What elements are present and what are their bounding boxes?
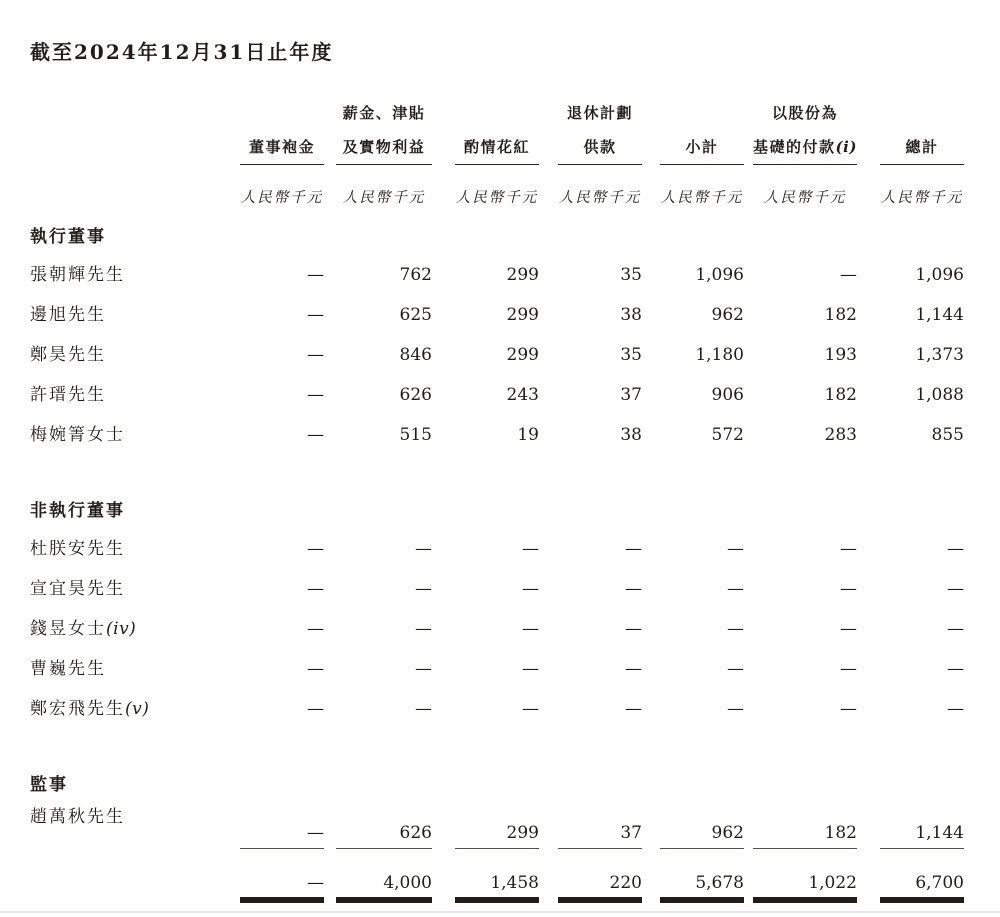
value-text: — xyxy=(840,579,857,599)
value-text: — xyxy=(727,659,744,679)
total-value-cell xyxy=(432,849,539,903)
value-text: — xyxy=(947,659,964,679)
value-cell xyxy=(432,567,539,607)
value-cell xyxy=(432,647,539,687)
double-rule xyxy=(880,897,964,903)
value-text: — xyxy=(415,539,432,559)
value-text: 37 xyxy=(620,385,642,405)
value-cell xyxy=(642,253,744,293)
section-heading: 監事 xyxy=(30,775,68,795)
value-cell xyxy=(857,567,964,607)
header-row xyxy=(30,123,964,165)
value-text: — xyxy=(307,823,324,843)
value-text: 35 xyxy=(620,265,642,285)
value-cell xyxy=(238,373,324,413)
value-text: 626 xyxy=(399,385,432,405)
table-row xyxy=(30,527,964,567)
value-text: 37 xyxy=(620,823,642,843)
total-value-text: 1,022 xyxy=(808,873,857,893)
value-text: 38 xyxy=(620,305,642,325)
double-rule xyxy=(240,897,324,903)
value-text: 625 xyxy=(399,305,432,325)
table-row xyxy=(30,801,964,849)
value-text: 182 xyxy=(824,385,857,405)
total-value-cell xyxy=(238,849,324,903)
column-group-label: 以股份為 xyxy=(771,104,838,122)
value-cell xyxy=(539,607,642,647)
section-heading: 非執行董事 xyxy=(30,501,125,521)
value-text: 1,096 xyxy=(915,265,964,285)
value-text: — xyxy=(307,265,324,285)
value-text: — xyxy=(307,385,324,405)
value-cell xyxy=(238,607,324,647)
value-text: — xyxy=(307,345,324,365)
value-text: — xyxy=(727,699,744,719)
value-text: 962 xyxy=(711,823,744,843)
value-text: — xyxy=(840,619,857,639)
value-text: 182 xyxy=(824,823,857,843)
value-text: — xyxy=(307,659,324,679)
total-value-cell xyxy=(324,849,432,903)
total-value-text: — xyxy=(307,873,324,893)
value-cell xyxy=(539,253,642,293)
value-text: — xyxy=(307,579,324,599)
value-cell xyxy=(324,373,432,413)
value-cell xyxy=(238,801,324,849)
value-text: — xyxy=(307,699,324,719)
unit-label: 人民幣千元 xyxy=(763,190,847,206)
director-name: 曹巍先生 xyxy=(30,659,106,679)
table-row xyxy=(30,687,964,727)
value-text: 962 xyxy=(711,305,744,325)
page-bottom-border xyxy=(0,911,1000,913)
value-text: — xyxy=(840,539,857,559)
value-cell xyxy=(539,527,642,567)
value-text: — xyxy=(625,539,642,559)
value-cell xyxy=(642,293,744,333)
value-cell xyxy=(238,527,324,567)
value-cell xyxy=(642,527,744,567)
value-cell xyxy=(539,687,642,727)
value-cell xyxy=(432,687,539,727)
name-note: (v) xyxy=(125,699,150,719)
value-text: 19 xyxy=(517,425,539,445)
value-text: 762 xyxy=(399,265,432,285)
double-rule xyxy=(660,897,744,903)
value-cell xyxy=(857,687,964,727)
value-cell xyxy=(539,373,642,413)
table-body xyxy=(30,211,964,903)
unit-label: 人民幣千元 xyxy=(342,190,426,206)
value-cell xyxy=(324,333,432,373)
value-text: 243 xyxy=(506,385,539,405)
value-text: 1,144 xyxy=(915,305,964,325)
total-value-cell xyxy=(539,849,642,903)
value-text: 1,088 xyxy=(915,385,964,405)
value-cell xyxy=(539,567,642,607)
value-text: 35 xyxy=(620,345,642,365)
value-cell xyxy=(238,647,324,687)
units-row xyxy=(30,165,964,211)
table-row xyxy=(30,647,964,687)
column-header: 供款 xyxy=(558,136,642,165)
section-heading: 執行董事 xyxy=(30,227,106,247)
column-group-label: 薪金、津貼 xyxy=(342,104,426,122)
value-text: — xyxy=(415,579,432,599)
value-text: — xyxy=(840,265,857,285)
unit-label: 人民幣千元 xyxy=(455,190,539,206)
section-row xyxy=(30,453,964,527)
value-cell xyxy=(238,413,324,453)
value-cell xyxy=(857,413,964,453)
value-text: — xyxy=(522,659,539,679)
value-text: 299 xyxy=(506,345,539,365)
unit-label: 人民幣千元 xyxy=(558,190,642,206)
value-cell xyxy=(744,333,857,373)
column-header: 及實物利益 xyxy=(336,136,432,165)
value-cell xyxy=(642,687,744,727)
value-cell xyxy=(539,647,642,687)
value-text: — xyxy=(947,699,964,719)
double-rule xyxy=(558,897,642,903)
value-text: — xyxy=(415,699,432,719)
value-cell xyxy=(432,527,539,567)
value-cell xyxy=(432,373,539,413)
table-row xyxy=(30,607,964,647)
value-cell xyxy=(539,293,642,333)
value-text: 299 xyxy=(506,823,539,843)
value-cell xyxy=(744,647,857,687)
value-text: — xyxy=(625,659,642,679)
value-text: — xyxy=(415,619,432,639)
value-text: 906 xyxy=(711,385,744,405)
value-cell xyxy=(744,253,857,293)
double-rule xyxy=(336,897,432,903)
value-text: 283 xyxy=(824,425,857,445)
value-cell xyxy=(539,801,642,849)
value-cell xyxy=(324,293,432,333)
total-value-text: 6,700 xyxy=(915,873,964,893)
total-value-cell xyxy=(857,849,964,903)
table-row xyxy=(30,373,964,413)
value-cell xyxy=(857,527,964,567)
total-row-spacer xyxy=(30,849,238,903)
unit-label: 人民幣千元 xyxy=(660,190,744,206)
value-cell xyxy=(642,647,744,687)
value-text: — xyxy=(727,539,744,559)
section-row xyxy=(30,727,964,801)
value-text: — xyxy=(415,659,432,679)
table-row xyxy=(30,293,964,333)
director-name: 杜朕安先生 xyxy=(30,539,125,559)
total-row xyxy=(30,849,964,903)
value-text: 38 xyxy=(620,425,642,445)
remuneration-table xyxy=(30,97,964,903)
column-header: 小計 xyxy=(660,136,744,165)
header-group-row xyxy=(30,97,964,123)
column-header: 董事袍金 xyxy=(240,136,324,165)
double-rule xyxy=(455,897,539,903)
value-text: — xyxy=(307,619,324,639)
value-text: — xyxy=(625,619,642,639)
value-cell xyxy=(642,413,744,453)
value-cell xyxy=(238,333,324,373)
unit-label: 人民幣千元 xyxy=(880,190,964,206)
table-row xyxy=(30,413,964,453)
total-value-cell xyxy=(642,849,744,903)
value-text: — xyxy=(947,619,964,639)
value-cell xyxy=(324,253,432,293)
value-cell xyxy=(857,647,964,687)
value-text: 299 xyxy=(506,305,539,325)
director-name: 趙萬秋先生 xyxy=(30,807,125,827)
column-header: 總計 xyxy=(880,136,964,165)
double-rule xyxy=(753,897,857,903)
column-header: 酌情花紅 xyxy=(455,136,539,165)
director-name: 許瑨先生 xyxy=(30,385,106,405)
value-text: — xyxy=(947,539,964,559)
value-cell xyxy=(744,413,857,453)
value-cell xyxy=(857,253,964,293)
value-text: 193 xyxy=(824,345,857,365)
total-value-text: 220 xyxy=(609,873,642,893)
value-text: 1,373 xyxy=(915,345,964,365)
value-text: 1,096 xyxy=(695,265,744,285)
value-text: 572 xyxy=(711,425,744,445)
value-cell xyxy=(324,687,432,727)
value-cell xyxy=(744,293,857,333)
director-name: 梅婉箐女士 xyxy=(30,425,125,445)
value-cell xyxy=(642,333,744,373)
page-title: 截至2024年12月31日止年度 xyxy=(30,40,334,64)
value-cell xyxy=(744,687,857,727)
column-group-label: 退休計劃 xyxy=(566,104,633,122)
value-cell xyxy=(324,527,432,567)
value-text: — xyxy=(727,579,744,599)
value-text: — xyxy=(307,425,324,445)
value-cell xyxy=(432,253,539,293)
value-text: — xyxy=(307,539,324,559)
value-cell xyxy=(432,413,539,453)
value-cell xyxy=(744,801,857,849)
value-cell xyxy=(642,567,744,607)
value-cell xyxy=(432,607,539,647)
value-text: 626 xyxy=(399,823,432,843)
value-cell xyxy=(324,801,432,849)
value-cell xyxy=(324,567,432,607)
value-text: 515 xyxy=(399,425,432,445)
value-cell xyxy=(642,373,744,413)
value-cell xyxy=(744,527,857,567)
director-name: 張朝輝先生 xyxy=(30,265,125,285)
value-text: 299 xyxy=(506,265,539,285)
value-cell xyxy=(238,293,324,333)
value-text: — xyxy=(840,699,857,719)
total-value-text: 4,000 xyxy=(383,873,432,893)
director-name: 錢昱女士(iv) xyxy=(30,619,137,639)
director-name: 鄭宏飛先生(v) xyxy=(30,699,150,719)
value-text: — xyxy=(522,539,539,559)
section-row xyxy=(30,211,964,253)
total-value-cell xyxy=(744,849,857,903)
value-cell xyxy=(539,413,642,453)
value-text: — xyxy=(625,579,642,599)
director-name: 宣宜昊先生 xyxy=(30,579,125,599)
table-row xyxy=(30,567,964,607)
value-cell xyxy=(857,293,964,333)
value-text: 1,144 xyxy=(915,823,964,843)
value-text: — xyxy=(947,579,964,599)
value-cell xyxy=(238,687,324,727)
value-text: — xyxy=(840,659,857,679)
value-cell xyxy=(432,801,539,849)
table-row xyxy=(30,333,964,373)
value-cell xyxy=(857,607,964,647)
value-text: — xyxy=(307,305,324,325)
value-cell xyxy=(642,801,744,849)
value-text: 182 xyxy=(824,305,857,325)
value-cell xyxy=(324,413,432,453)
value-cell xyxy=(744,567,857,607)
value-text: 1,180 xyxy=(695,345,744,365)
value-cell xyxy=(324,647,432,687)
director-name: 鄭昊先生 xyxy=(30,345,106,365)
table-row xyxy=(30,253,964,293)
director-name: 邊旭先生 xyxy=(30,305,106,325)
value-cell xyxy=(238,253,324,293)
value-cell xyxy=(432,293,539,333)
value-cell xyxy=(744,607,857,647)
value-text: 846 xyxy=(399,345,432,365)
value-cell xyxy=(857,333,964,373)
value-cell xyxy=(857,373,964,413)
value-text: — xyxy=(727,619,744,639)
value-cell xyxy=(642,607,744,647)
value-cell xyxy=(744,373,857,413)
value-text: — xyxy=(625,699,642,719)
value-text: 855 xyxy=(931,425,964,445)
total-value-text: 1,458 xyxy=(490,873,539,893)
name-note: (iv) xyxy=(106,619,137,639)
value-cell xyxy=(238,567,324,607)
value-cell xyxy=(324,607,432,647)
column-header: 基礎的付款(i) xyxy=(753,136,857,165)
value-text: — xyxy=(522,579,539,599)
value-cell xyxy=(539,333,642,373)
unit-label: 人民幣千元 xyxy=(240,190,324,206)
value-text: — xyxy=(522,699,539,719)
value-cell xyxy=(432,333,539,373)
value-text: — xyxy=(522,619,539,639)
total-value-text: 5,678 xyxy=(695,873,744,893)
value-cell xyxy=(857,801,964,849)
